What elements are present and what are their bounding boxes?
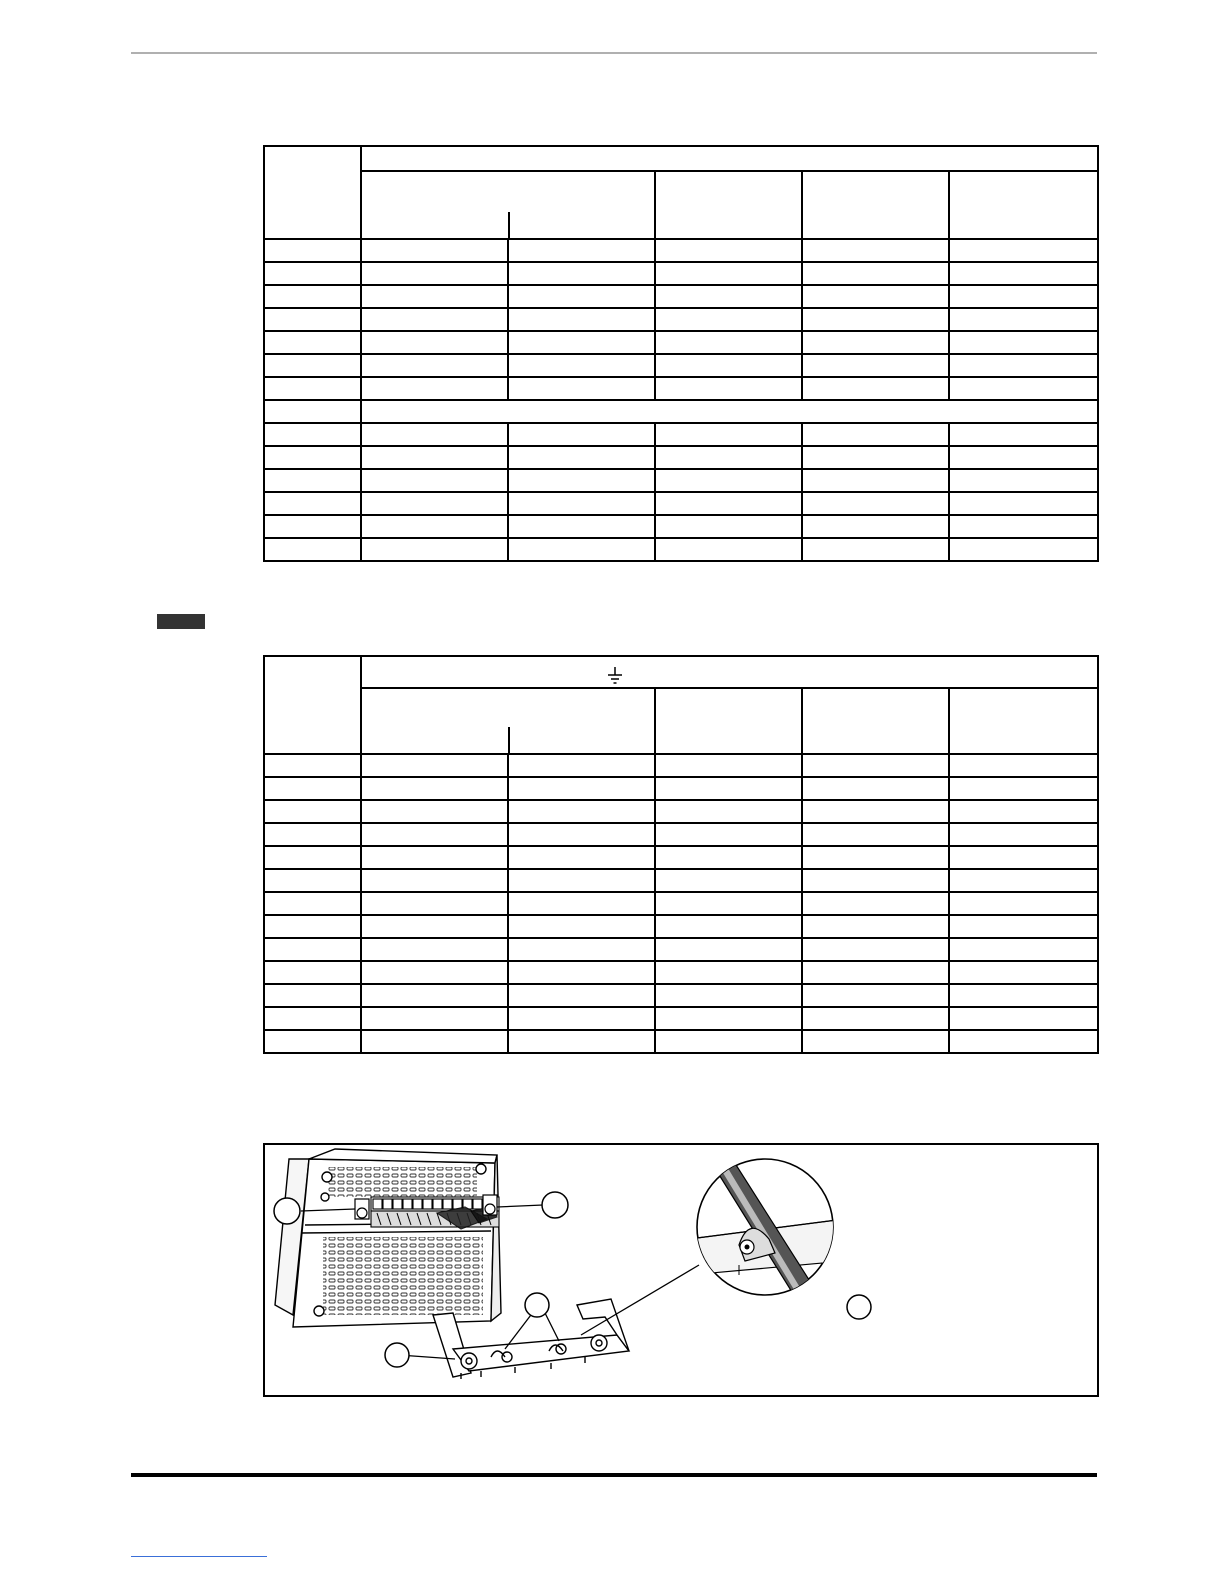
- table1-subheader: [802, 171, 949, 239]
- table1-corner-cell: [264, 146, 361, 239]
- table2-subheader: [949, 688, 1098, 754]
- table1-subheader-split: [361, 171, 655, 239]
- table-section-row: [264, 400, 1098, 423]
- callout-5: [847, 1295, 871, 1319]
- table-row: [264, 1030, 1098, 1053]
- table-row: [264, 308, 1098, 331]
- callout-4: [385, 1343, 409, 1367]
- table-row: [264, 846, 1098, 869]
- table2-subheader: [655, 688, 802, 754]
- table1-group-header: [361, 146, 1098, 171]
- callout-1: [274, 1198, 300, 1224]
- callout-3: [525, 1293, 549, 1317]
- table-row: [264, 354, 1098, 377]
- table-row: [264, 823, 1098, 846]
- table-row: [264, 938, 1098, 961]
- table-row: [264, 377, 1098, 400]
- drive-chassis: [275, 1149, 501, 1327]
- table-row: [264, 239, 1098, 262]
- table-row: [264, 961, 1098, 984]
- table2-subheader: [802, 688, 949, 754]
- table-row: [264, 423, 1098, 446]
- ground-icon: [605, 666, 625, 686]
- table-row: [264, 1007, 1098, 1030]
- table2-corner-cell: [264, 656, 361, 754]
- drive-grounding-illustration: [265, 1145, 1097, 1395]
- table-row: [264, 892, 1098, 915]
- magnified-clamp-detail: [689, 1157, 845, 1313]
- spec-table-1: [263, 145, 1099, 562]
- table-row: [264, 869, 1098, 892]
- terminal-block: [371, 1197, 499, 1229]
- table1-subheader: [949, 171, 1098, 239]
- table-row: [264, 800, 1098, 823]
- callout-2: [542, 1192, 568, 1218]
- table2-group-header: [361, 656, 1098, 688]
- table-row: [264, 331, 1098, 354]
- header-rule: [131, 52, 1097, 54]
- table-row: [264, 538, 1098, 561]
- table-row: [264, 262, 1098, 285]
- footer-link[interactable]: [131, 1556, 267, 1557]
- table-row: [264, 492, 1098, 515]
- installation-figure: [263, 1143, 1099, 1397]
- table-row: [264, 915, 1098, 938]
- table-row: [264, 754, 1098, 777]
- ground-stud-right: [483, 1195, 497, 1215]
- section-marker: [157, 614, 205, 629]
- table-row: [264, 285, 1098, 308]
- table-row: [264, 469, 1098, 492]
- table-row: [264, 515, 1098, 538]
- table-row: [264, 446, 1098, 469]
- spec-table-2: [263, 655, 1099, 1054]
- table1-subheader: [655, 171, 802, 239]
- ground-stud-left: [355, 1199, 369, 1219]
- footer-rule: [131, 1473, 1097, 1477]
- table2-subheader-split: [361, 688, 655, 754]
- table-row: [264, 984, 1098, 1007]
- table-row: [264, 777, 1098, 800]
